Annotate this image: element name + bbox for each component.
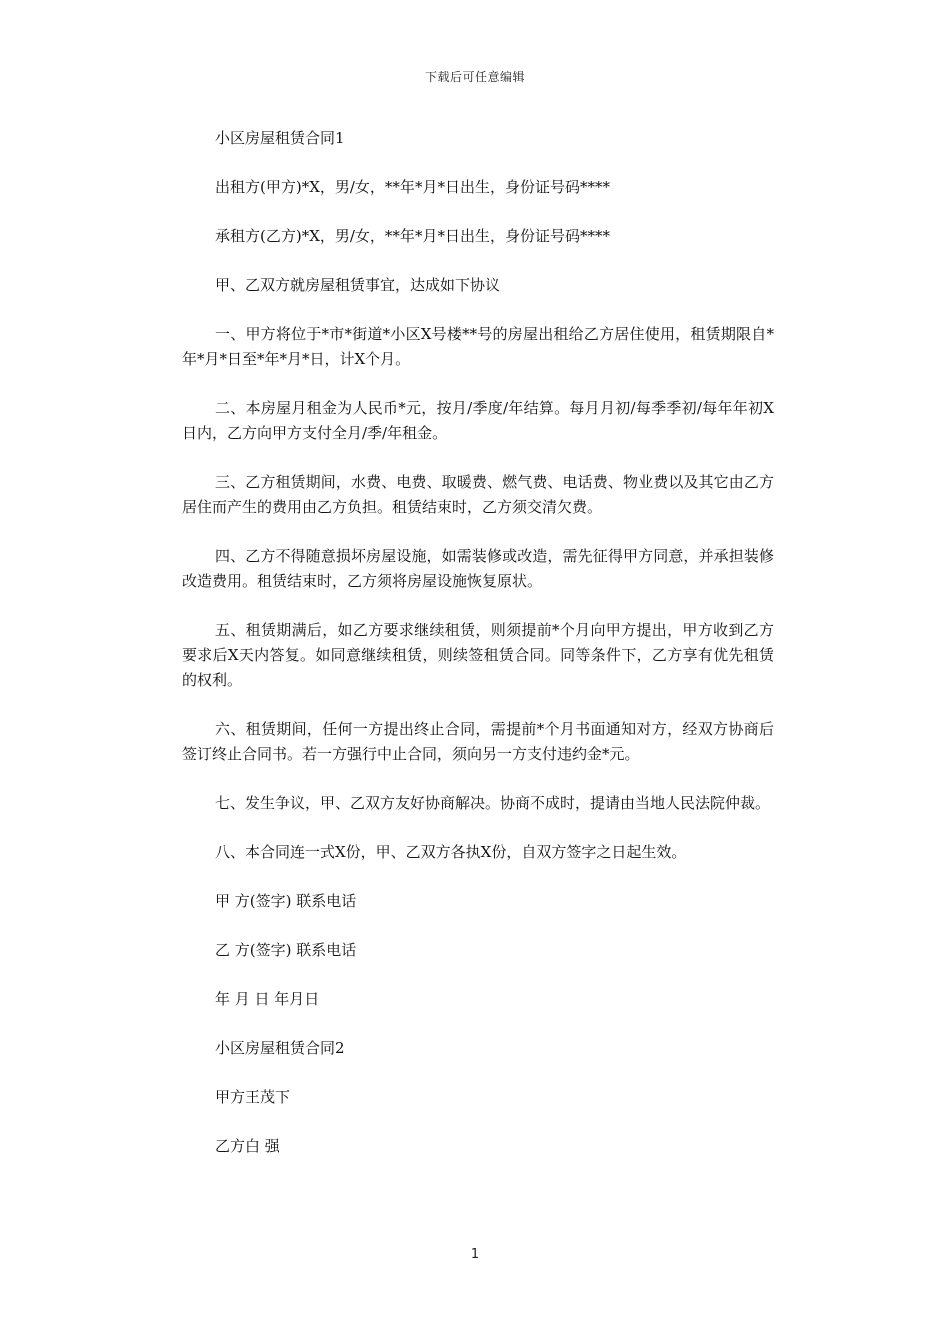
clause-8: 八、本合同连一式X份，甲、乙双方各执X份，自双方签字之日起生效。 xyxy=(215,843,687,861)
agreement-intro: 甲、乙双方就房屋租赁事宜，达成如下协议 xyxy=(215,276,501,294)
page-number: 1 xyxy=(470,1247,480,1262)
clause-1: 一、甲方将位于*市*街道*小区X号楼**号的房屋出租给乙方居住使用，租赁期限自*年*月*日至*年*月*日，计X个月。 xyxy=(182,325,774,368)
date-line: 年 月 日 年月日 xyxy=(215,990,320,1008)
document-title-2: 小区房屋租赁合同2 xyxy=(215,1039,345,1057)
party-a-signature-line: 甲 方(签字) 联系电话 xyxy=(215,892,357,910)
page-header-note: 下载后可任意编辑 xyxy=(424,70,525,84)
clause-6: 六、租赁期间，任何一方提出终止合同，需提前*个月书面通知对方，经双方协商后签订终止合同书。若一方强行中止合同，须向另一方支付违约金*元。 xyxy=(182,720,774,763)
document-body xyxy=(182,126,774,1183)
party-b-signature-line: 乙 方(签字) 联系电话 xyxy=(215,941,357,959)
clause-5: 五、租赁期满后，如乙方要求继续租赁，则须提前*个月向甲方提出，甲方收到乙方要求后X天内答复。如同意继续租赁，则续签租赁合同。同等条件下，乙方享有优先租赁的权利。 xyxy=(182,621,774,689)
party-a-name: 甲方王茂下 xyxy=(215,1088,291,1106)
clause-4: 四、乙方不得随意损坏房屋设施，如需装修或改造，需先征得甲方同意，并承担装修改造费用。租赁结束时，乙方须将房屋设施恢复原状。 xyxy=(182,547,774,590)
lessor-info: 出租方(甲方)*X，男/女，**年*月*日出生，身份证号码**** xyxy=(215,178,610,196)
lessee-info: 承租方(乙方)*X，男/女，**年*月*日出生，身份证号码**** xyxy=(215,227,610,245)
clause-2: 二、本房屋月租金为人民币*元，按月/季度/年结算。每月月初/每季季初/每年年初X日内，乙方向甲方支付全月/季/年租金。 xyxy=(182,399,774,442)
clause-3: 三、乙方租赁期间，水费、电费、取暖费、燃气费、电话费、物业费以及其它由乙方居住而产生的费用由乙方负担。租赁结束时，乙方须交清欠费。 xyxy=(182,473,774,516)
party-b-name: 乙方白 强 xyxy=(215,1137,280,1155)
clause-7: 七、发生争议，甲、乙双方友好协商解决。协商不成时，提请由当地人民法院仲裁。 xyxy=(215,794,771,812)
document-title-1: 小区房屋租赁合同1 xyxy=(215,129,345,147)
